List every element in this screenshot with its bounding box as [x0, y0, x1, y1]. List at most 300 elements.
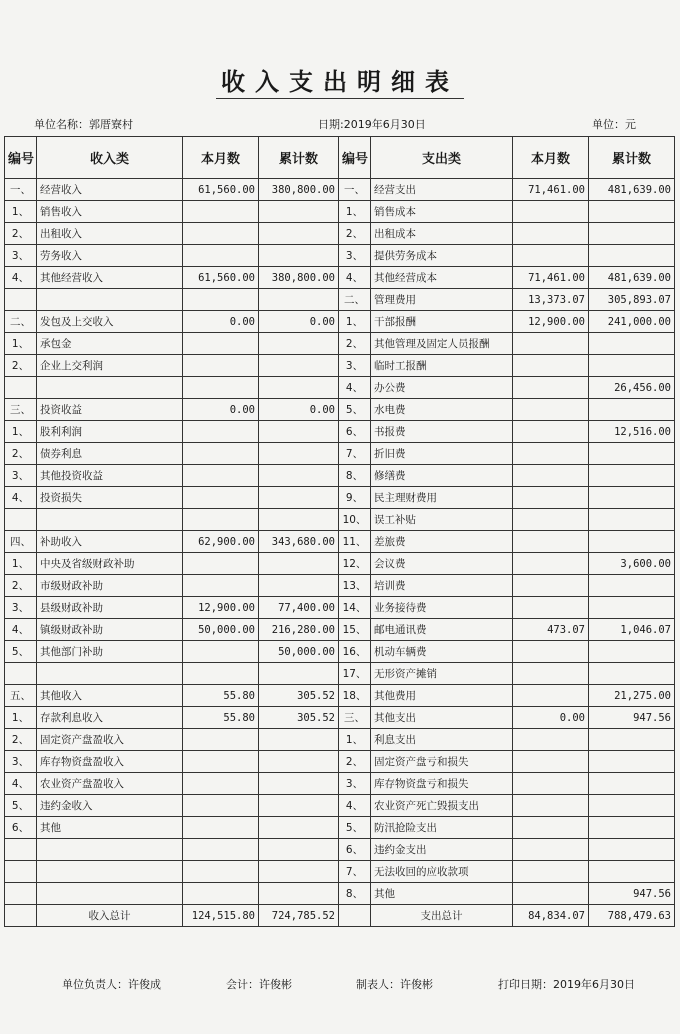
income-month: [183, 223, 259, 245]
expense-no: 14、: [339, 597, 371, 619]
expense-month: [513, 201, 589, 223]
table-row: [5, 773, 675, 795]
expense-no: 8、: [339, 465, 371, 487]
income-month: 62,900.00: [183, 531, 259, 553]
income-item: 销售收入: [37, 201, 183, 223]
table-row: [5, 685, 675, 707]
income-item: 劳务收入: [37, 245, 183, 267]
income-cumulative: [259, 575, 339, 597]
expense-cumulative: [589, 861, 675, 883]
table-row: [5, 245, 675, 267]
income-cumulative: 77,400.00: [259, 597, 339, 619]
income-month: [183, 795, 259, 817]
expense-cumulative: [589, 575, 675, 597]
table-row: [5, 179, 675, 201]
income-month: 55.80: [183, 685, 259, 707]
header-income-category: 收入类: [37, 137, 183, 179]
total-no-right: [339, 905, 371, 927]
income-no: 2、: [5, 223, 37, 245]
expense-item: 业务接待费: [371, 597, 513, 619]
income-cumulative: [259, 333, 339, 355]
expense-item: 防汛抢险支出: [371, 817, 513, 839]
expense-month: [513, 883, 589, 905]
income-month: [183, 773, 259, 795]
income-cumulative: 380,800.00: [259, 267, 339, 289]
table-row: [5, 575, 675, 597]
expense-no: 10、: [339, 509, 371, 531]
income-cumulative: 305.52: [259, 685, 339, 707]
income-cumulative: 216,280.00: [259, 619, 339, 641]
income-cumulative: [259, 421, 339, 443]
table-row: [5, 553, 675, 575]
income-item: 中央及省级财政补助: [37, 553, 183, 575]
expense-no: 8、: [339, 883, 371, 905]
expense-no: 3、: [339, 355, 371, 377]
table-row: [5, 641, 675, 663]
footer-leader: 单位负责人：许俊成: [62, 978, 161, 991]
expense-month: [513, 245, 589, 267]
income-item: 其他收入: [37, 685, 183, 707]
expense-no: 9、: [339, 487, 371, 509]
expense-no: 16、: [339, 641, 371, 663]
expense-cumulative: [589, 817, 675, 839]
expense-no: 13、: [339, 575, 371, 597]
income-cumulative: [259, 839, 339, 861]
income-no: 3、: [5, 465, 37, 487]
income-month: [183, 355, 259, 377]
table-row: [5, 223, 675, 245]
table-row: [5, 289, 675, 311]
income-month: [183, 751, 259, 773]
expense-item: 无法收回的应收款项: [371, 861, 513, 883]
income-cumulative: [259, 465, 339, 487]
income-month: [183, 443, 259, 465]
table-row: [5, 311, 675, 333]
expense-item: 无形资产摊销: [371, 663, 513, 685]
income-item: 出租收入: [37, 223, 183, 245]
income-item: 镇级财政补助: [37, 619, 183, 641]
expense-item: 其他支出: [371, 707, 513, 729]
income-no: [5, 861, 37, 883]
expense-no: 5、: [339, 817, 371, 839]
income-cumulative: [259, 223, 339, 245]
income-item: 其他部门补助: [37, 641, 183, 663]
table-row: [5, 861, 675, 883]
income-item: 补助收入: [37, 531, 183, 553]
income-month: [183, 245, 259, 267]
income-no: [5, 509, 37, 531]
income-month: [183, 553, 259, 575]
income-item: 库存物资盘盈收入: [37, 751, 183, 773]
expense-month: [513, 773, 589, 795]
income-total-cumulative: 724,785.52: [259, 905, 339, 927]
expense-item: 临时工报酬: [371, 355, 513, 377]
expense-no: 4、: [339, 795, 371, 817]
expense-month: 0.00: [513, 707, 589, 729]
income-item: 股利利润: [37, 421, 183, 443]
income-no: [5, 289, 37, 311]
title-underline: [216, 98, 464, 99]
income-total-label: 收入总计: [37, 905, 183, 927]
income-cumulative: [259, 289, 339, 311]
income-item: 企业上交利润: [37, 355, 183, 377]
expense-no: 7、: [339, 443, 371, 465]
footer-print-date: 打印日期：2019年6月30日: [498, 978, 635, 991]
income-no: 1、: [5, 707, 37, 729]
income-item: 发包及上交收入: [37, 311, 183, 333]
expense-item: 办公费: [371, 377, 513, 399]
expense-item: 出租成本: [371, 223, 513, 245]
expense-item: 销售成本: [371, 201, 513, 223]
income-month: [183, 377, 259, 399]
income-item: [37, 883, 183, 905]
expense-cumulative: [589, 223, 675, 245]
expense-cumulative: 26,456.00: [589, 377, 675, 399]
table-row: [5, 267, 675, 289]
income-no: 6、: [5, 817, 37, 839]
table-row: [5, 883, 675, 905]
income-cumulative: [259, 355, 339, 377]
income-month: [183, 861, 259, 883]
table-body: [5, 179, 675, 905]
expense-cumulative: [589, 773, 675, 795]
income-month: [183, 817, 259, 839]
income-no: [5, 377, 37, 399]
table-row: [5, 597, 675, 619]
income-no: 3、: [5, 245, 37, 267]
table-row: [5, 619, 675, 641]
income-no: 4、: [5, 267, 37, 289]
expense-item: 书报费: [371, 421, 513, 443]
expense-no: 11、: [339, 531, 371, 553]
income-no: 五、: [5, 685, 37, 707]
income-cumulative: 380,800.00: [259, 179, 339, 201]
income-expense-table: [4, 136, 675, 927]
income-item: 市级财政补助: [37, 575, 183, 597]
totals-row: [5, 905, 675, 927]
income-item: [37, 861, 183, 883]
expense-cumulative: [589, 509, 675, 531]
unit-name: 单位名称：郭厝寮村: [34, 118, 133, 131]
expense-no: 5、: [339, 399, 371, 421]
income-no: [5, 663, 37, 685]
income-item: 农业资产盘盈收入: [37, 773, 183, 795]
expense-cumulative: [589, 201, 675, 223]
income-no: 2、: [5, 355, 37, 377]
expense-cumulative: 1,046.07: [589, 619, 675, 641]
expense-item: 经营支出: [371, 179, 513, 201]
footer-accountant: 会计：许俊彬: [226, 978, 292, 991]
expense-no: 一、: [339, 179, 371, 201]
expense-no: 二、: [339, 289, 371, 311]
income-cumulative: [259, 729, 339, 751]
expense-cumulative: [589, 641, 675, 663]
table-row: [5, 531, 675, 553]
expense-cumulative: [589, 399, 675, 421]
expense-no: 3、: [339, 773, 371, 795]
expense-month: [513, 575, 589, 597]
header-cumulative-left: 累计数: [259, 137, 339, 179]
income-month: 12,900.00: [183, 597, 259, 619]
expense-no: 2、: [339, 751, 371, 773]
expense-cumulative: [589, 465, 675, 487]
income-month: 0.00: [183, 399, 259, 421]
expense-item: 农业资产死亡毁损支出: [371, 795, 513, 817]
income-item: 其他经营收入: [37, 267, 183, 289]
table-row: [5, 729, 675, 751]
income-no: 一、: [5, 179, 37, 201]
expense-no: 4、: [339, 377, 371, 399]
income-item: 固定资产盘盈收入: [37, 729, 183, 751]
expense-item: 培训费: [371, 575, 513, 597]
income-cumulative: [259, 201, 339, 223]
expense-item: 提供劳务成本: [371, 245, 513, 267]
expense-no: 12、: [339, 553, 371, 575]
income-item: 违约金收入: [37, 795, 183, 817]
income-month: [183, 575, 259, 597]
table-row: [5, 377, 675, 399]
expense-cumulative: [589, 245, 675, 267]
expense-month: 12,900.00: [513, 311, 589, 333]
expense-month: [513, 421, 589, 443]
expense-item: 其他费用: [371, 685, 513, 707]
expense-month: [513, 487, 589, 509]
income-cumulative: [259, 751, 339, 773]
income-month: [183, 663, 259, 685]
income-cumulative: [259, 861, 339, 883]
currency-unit: 单位：元: [592, 118, 636, 131]
expense-month: [513, 509, 589, 531]
expense-no: 6、: [339, 839, 371, 861]
income-cumulative: [259, 377, 339, 399]
income-month: [183, 201, 259, 223]
income-no: 1、: [5, 333, 37, 355]
income-month: [183, 487, 259, 509]
income-item: 经营收入: [37, 179, 183, 201]
expense-cumulative: 481,639.00: [589, 179, 675, 201]
table-header-row: [5, 137, 675, 179]
income-cumulative: 50,000.00: [259, 641, 339, 663]
header-no-right: 编号: [339, 137, 371, 179]
expense-month: 71,461.00: [513, 267, 589, 289]
expense-cumulative: [589, 751, 675, 773]
income-item: [37, 289, 183, 311]
income-item: [37, 509, 183, 531]
income-item: 其他投资收益: [37, 465, 183, 487]
expense-month: [513, 751, 589, 773]
income-no: 4、: [5, 773, 37, 795]
expense-no: 2、: [339, 333, 371, 355]
table-row: [5, 201, 675, 223]
expense-month: [513, 729, 589, 751]
total-no-left: [5, 905, 37, 927]
expense-no: 17、: [339, 663, 371, 685]
expense-month: [513, 817, 589, 839]
expense-cumulative: [589, 487, 675, 509]
table-row: [5, 707, 675, 729]
expense-cumulative: [589, 795, 675, 817]
expense-cumulative: [589, 355, 675, 377]
income-total-month: 124,515.80: [183, 905, 259, 927]
header-month-right: 本月数: [513, 137, 589, 179]
expense-month: [513, 685, 589, 707]
table-row: [5, 817, 675, 839]
income-cumulative: [259, 245, 339, 267]
income-no: 5、: [5, 641, 37, 663]
expense-month: [513, 223, 589, 245]
expense-no: 18、: [339, 685, 371, 707]
expense-item: 误工补贴: [371, 509, 513, 531]
expense-cumulative: [589, 531, 675, 553]
income-item: [37, 377, 183, 399]
income-no: [5, 883, 37, 905]
income-item: [37, 663, 183, 685]
expense-no: 7、: [339, 861, 371, 883]
expense-month: 13,373.07: [513, 289, 589, 311]
income-no: 2、: [5, 443, 37, 465]
income-month: [183, 883, 259, 905]
footer-preparer: 制表人：许俊彬: [356, 978, 433, 991]
expense-item: 库存物资盘亏和损失: [371, 773, 513, 795]
expense-month: [513, 553, 589, 575]
expense-item: 差旅费: [371, 531, 513, 553]
income-month: 0.00: [183, 311, 259, 333]
expense-month: [513, 443, 589, 465]
expense-month: 473.07: [513, 619, 589, 641]
income-month: [183, 729, 259, 751]
expense-item: 民主理财费用: [371, 487, 513, 509]
page-title: 收入支出明细表: [221, 67, 459, 96]
income-month: 61,560.00: [183, 267, 259, 289]
income-cumulative: [259, 883, 339, 905]
expense-no: 3、: [339, 245, 371, 267]
expense-item: 邮电通讯费: [371, 619, 513, 641]
expense-no: 4、: [339, 267, 371, 289]
expense-month: [513, 531, 589, 553]
income-cumulative: [259, 817, 339, 839]
expense-item: 管理费用: [371, 289, 513, 311]
expense-item: 利息支出: [371, 729, 513, 751]
expense-cumulative: 305,893.07: [589, 289, 675, 311]
expense-total-label: 支出总计: [371, 905, 513, 927]
table-row: [5, 487, 675, 509]
income-month: [183, 465, 259, 487]
income-item: 投资损失: [37, 487, 183, 509]
expense-item: 其他管理及固定人员报酬: [371, 333, 513, 355]
expense-no: 1、: [339, 311, 371, 333]
income-cumulative: [259, 663, 339, 685]
expense-no: 15、: [339, 619, 371, 641]
income-item: 县级财政补助: [37, 597, 183, 619]
expense-item: 干部报酬: [371, 311, 513, 333]
income-cumulative: 0.00: [259, 311, 339, 333]
expense-no: 三、: [339, 707, 371, 729]
expense-cumulative: [589, 597, 675, 619]
income-no: 3、: [5, 597, 37, 619]
table-row: [5, 443, 675, 465]
table-row: [5, 333, 675, 355]
expense-cumulative: [589, 839, 675, 861]
income-no: [5, 839, 37, 861]
income-month: [183, 641, 259, 663]
income-item: 债券利息: [37, 443, 183, 465]
expense-item: 机动车辆费: [371, 641, 513, 663]
table-row: [5, 421, 675, 443]
expense-month: 71,461.00: [513, 179, 589, 201]
table-row: [5, 839, 675, 861]
income-cumulative: [259, 509, 339, 531]
header-expense-category: 支出类: [371, 137, 513, 179]
expense-item: 会议费: [371, 553, 513, 575]
income-month: [183, 839, 259, 861]
income-month: [183, 333, 259, 355]
table-row: [5, 399, 675, 421]
income-no: 1、: [5, 553, 37, 575]
expense-total-cumulative: 788,479.63: [589, 905, 675, 927]
expense-month: [513, 663, 589, 685]
expense-cumulative: [589, 729, 675, 751]
income-month: [183, 421, 259, 443]
table-row: [5, 663, 675, 685]
income-no: 2、: [5, 575, 37, 597]
income-no: 2、: [5, 729, 37, 751]
income-item: 投资收益: [37, 399, 183, 421]
income-month: 50,000.00: [183, 619, 259, 641]
income-cumulative: 343,680.00: [259, 531, 339, 553]
expense-month: [513, 465, 589, 487]
table-row: [5, 795, 675, 817]
expense-no: 1、: [339, 729, 371, 751]
expense-item: 修缮费: [371, 465, 513, 487]
table-row: [5, 355, 675, 377]
income-cumulative: [259, 773, 339, 795]
income-month: [183, 289, 259, 311]
income-no: 二、: [5, 311, 37, 333]
expense-cumulative: [589, 333, 675, 355]
income-month: [183, 509, 259, 531]
income-no: 1、: [5, 421, 37, 443]
expense-cumulative: 241,000.00: [589, 311, 675, 333]
expense-cumulative: 12,516.00: [589, 421, 675, 443]
table-row: [5, 509, 675, 531]
expense-month: [513, 377, 589, 399]
income-item: 存款利息收入: [37, 707, 183, 729]
expense-cumulative: 21,275.00: [589, 685, 675, 707]
expense-cumulative: 3,600.00: [589, 553, 675, 575]
expense-total-month: 84,834.07: [513, 905, 589, 927]
header-cumulative-right: 累计数: [589, 137, 675, 179]
income-item: [37, 839, 183, 861]
expense-item: 违约金支出: [371, 839, 513, 861]
income-cumulative: [259, 553, 339, 575]
income-no: 四、: [5, 531, 37, 553]
income-cumulative: [259, 487, 339, 509]
table-row: [5, 751, 675, 773]
expense-no: 6、: [339, 421, 371, 443]
expense-month: [513, 641, 589, 663]
income-cumulative: 305.52: [259, 707, 339, 729]
expense-month: [513, 795, 589, 817]
expense-item: 其他: [371, 883, 513, 905]
expense-item: 固定资产盘亏和损失: [371, 751, 513, 773]
expense-item: 折旧费: [371, 443, 513, 465]
expense-cumulative: 947.56: [589, 707, 675, 729]
income-no: 5、: [5, 795, 37, 817]
expense-item: 其他经营成本: [371, 267, 513, 289]
header-no-left: 编号: [5, 137, 37, 179]
expense-month: [513, 597, 589, 619]
income-cumulative: 0.00: [259, 399, 339, 421]
